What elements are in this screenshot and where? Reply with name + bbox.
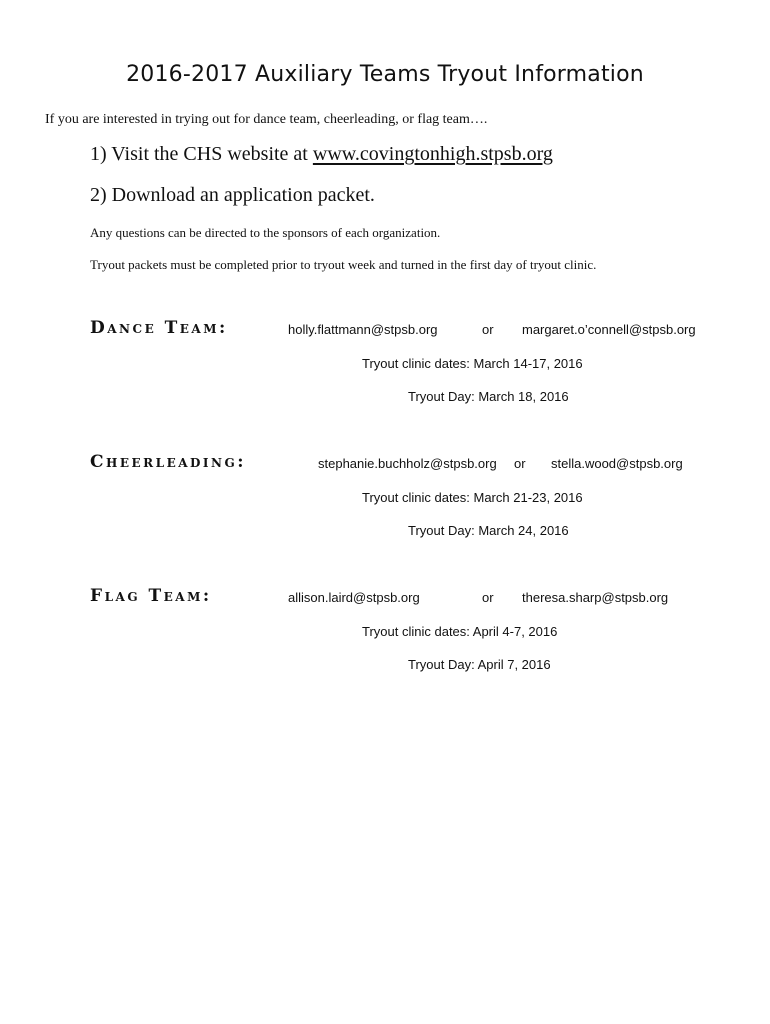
- packet-note: Tryout packets must be completed prior to tryout week and turned in the first day of tryout clinic.: [90, 257, 597, 272]
- cheerleading-email-1[interactable]: stephanie.buchholz@stpsb.org: [318, 456, 497, 471]
- intro-text: If you are interested in trying out for dance team, cheerleading, or flag team….: [45, 112, 488, 127]
- dance-team-clinic-dates: Tryout clinic dates: March 14-17, 2016: [362, 356, 583, 371]
- flag-team-clinic-dates: Tryout clinic dates: April 4-7, 2016: [362, 624, 558, 639]
- dance-team-tryout-day: Tryout Day: March 18, 2016: [408, 389, 569, 404]
- flag-team-heading: Flag Team:: [90, 586, 212, 606]
- page-title: 2016-2017 Auxiliary Teams Tryout Information: [126, 62, 644, 87]
- dance-team-email-2[interactable]: margaret.o’connell@stpsb.org: [522, 322, 696, 337]
- step-download-packet: 2) Download an application packet.: [90, 184, 375, 206]
- website-link[interactable]: www.covingtonhigh.stpsb.org: [312, 143, 553, 165]
- questions-note: Any questions can be directed to the sponsors of each organization.: [90, 225, 441, 240]
- flag-team-email-2[interactable]: theresa.sharp@stpsb.org: [522, 590, 669, 605]
- step1-text: 1) Visit the CHS website at: [90, 143, 313, 165]
- step-visit-website: [90, 143, 553, 166]
- flag-team-email-1[interactable]: allison.laird@stpsb.org: [288, 590, 420, 605]
- dance-team-email-1[interactable]: holly.flattmann@stpsb.org: [288, 322, 438, 337]
- cheerleading-or: or: [514, 456, 526, 471]
- cheerleading-heading: Cheerleading:: [90, 452, 247, 472]
- flag-team-or: or: [482, 590, 494, 605]
- cheerleading-tryout-day: Tryout Day: March 24, 2016: [408, 523, 569, 538]
- cheerleading-email-2[interactable]: stella.wood@stpsb.org: [551, 456, 683, 471]
- cheerleading-clinic-dates: Tryout clinic dates: March 21-23, 2016: [362, 490, 583, 505]
- dance-team-or: or: [482, 322, 494, 337]
- dance-team-heading: Dance Team:: [90, 318, 228, 338]
- flag-team-tryout-day: Tryout Day: April 7, 2016: [408, 657, 551, 672]
